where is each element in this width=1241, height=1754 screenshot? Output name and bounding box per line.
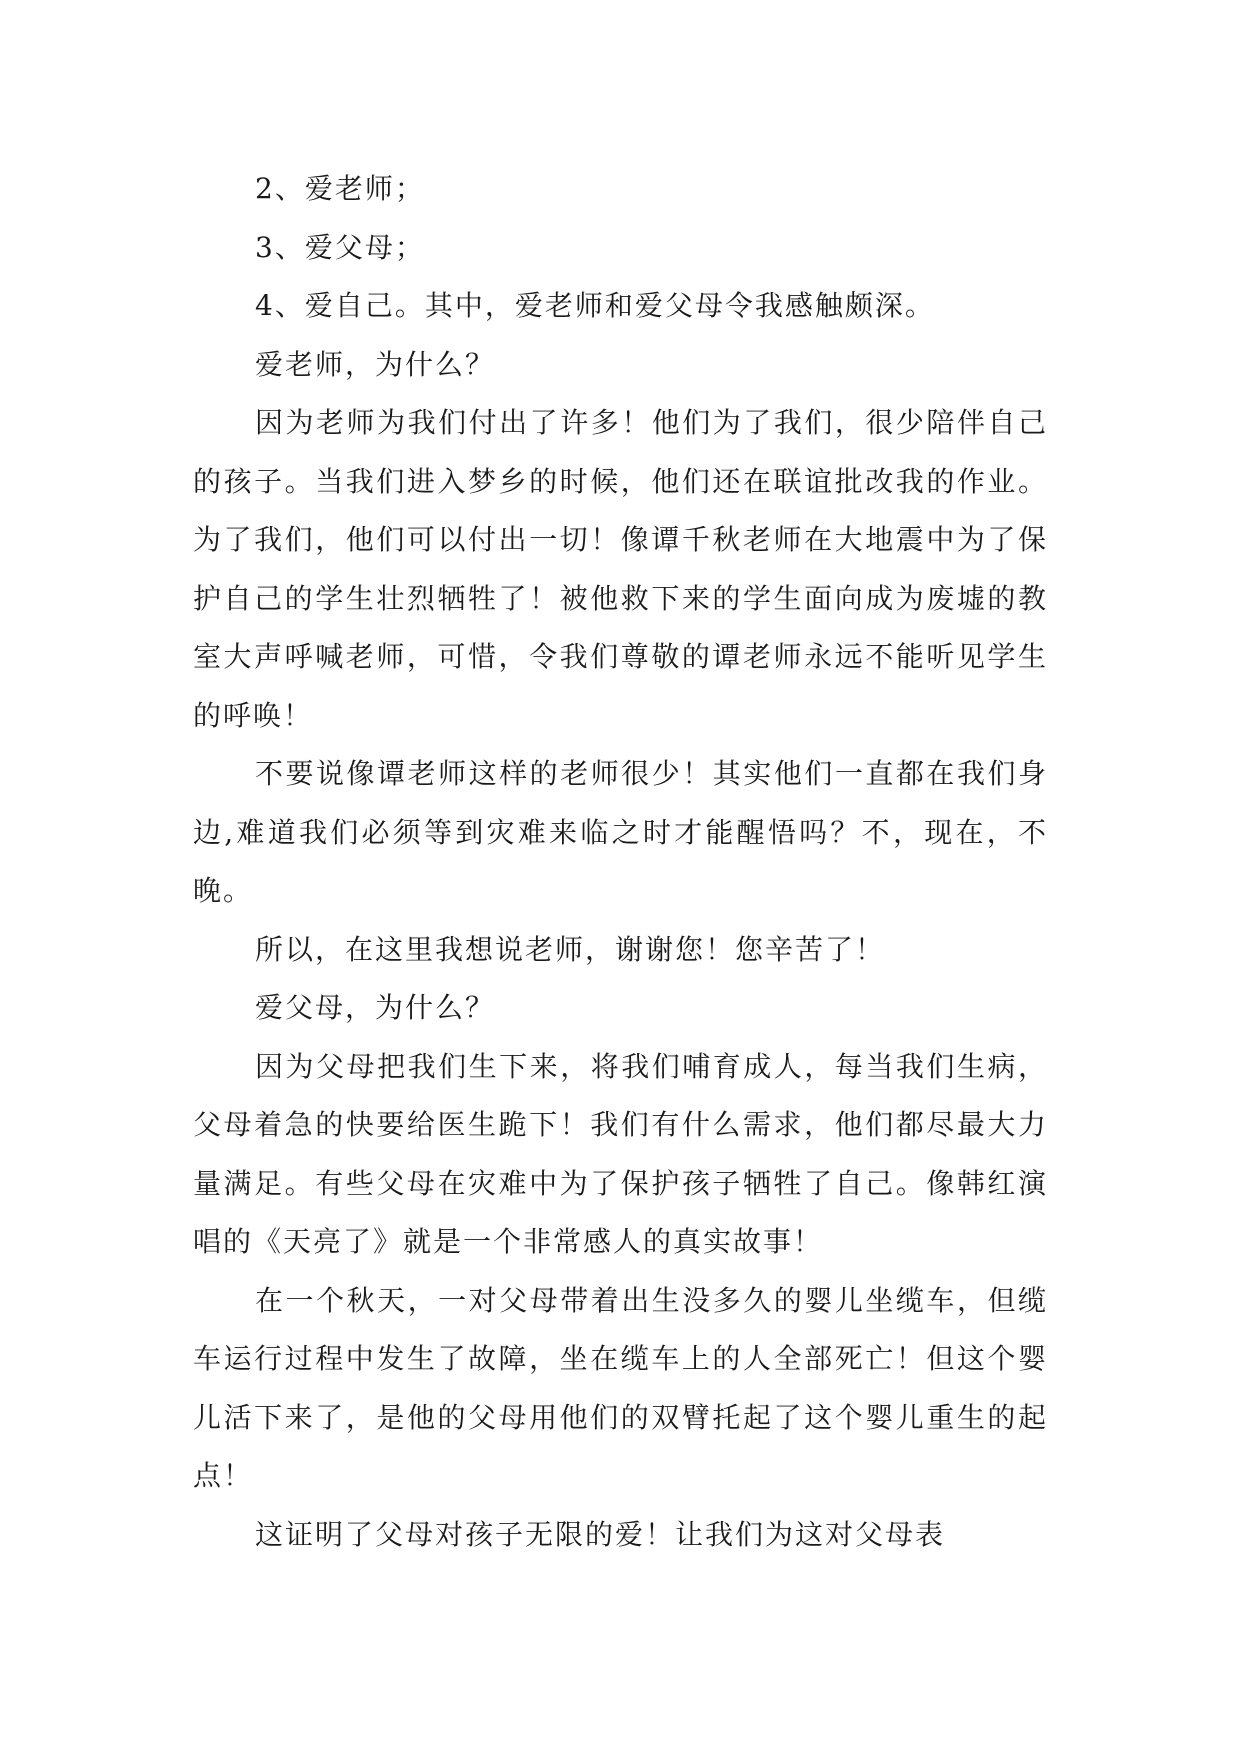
paragraph-love-parents-heading: 爱父母，为什么？ xyxy=(255,991,496,1024)
paragraph-parents-sacrifice: 因为父母把我们生下来，将我们哺育成人，每当我们生病，父母着急的快要给医生跪下！我们有什么需求，他们都尽最大力量满足。有些父母在灾难中为了保护孩子牺牲了自己。像韩红演唱的《天亮了》就是一个非常感人的真实故事！ xyxy=(193,1049,1048,1258)
paragraph-love-teacher-heading: 爱老师，为什么？ xyxy=(255,347,496,381)
paragraph-parents-love-conclusion: 这证明了父母对孩子无限的爱！让我们为这对父母表 xyxy=(255,1517,946,1551)
paragraph-list-item-2: 2、爱老师； xyxy=(255,172,425,205)
paragraph-teachers-around-us: 不要说像谭老师这样的老师很少！其实他们一直都在我们身边,难道我们必须等到灾难来临之时才能醒悟吗？不，现在，不晚。 xyxy=(193,757,1048,907)
paragraph-teacher-sacrifice: 因为老师为我们付出了许多！他们为了我们，很少陪伴自己的孩子。当我们进入梦乡的时候，他们还在联谊批改我的作业。为了我们，他们可以付出一切！像谭千秋老师在大地震中为了保护自己的学生壮烈牺牲了！被他救下来的学生面向成为废墟的教室大声呼喊老师，可惜，令我们尊敬的谭老师永远不能听见学生的呼唤！ xyxy=(193,406,1048,732)
document-body xyxy=(193,160,1048,1564)
paragraph-list-item-3: 3、爱父母； xyxy=(255,230,425,264)
paragraph-thank-teacher: 所以，在这里我想说老师，谢谢您！您辛苦了！ xyxy=(255,932,886,966)
paragraph-cable-car-story: 在一个秋天，一对父母带着出生没多久的婴儿坐缆车，但缆车运行过程中发生了故障，坐在缆车上的人全部死亡！但这个婴儿活下来了，是他的父母用他们的双臂托起了这个婴儿重生的起点！ xyxy=(193,1283,1048,1492)
paragraph-list-item-4: 4、爱自己。其中，爱老师和爱父母令我感触颇深。 xyxy=(255,289,935,322)
